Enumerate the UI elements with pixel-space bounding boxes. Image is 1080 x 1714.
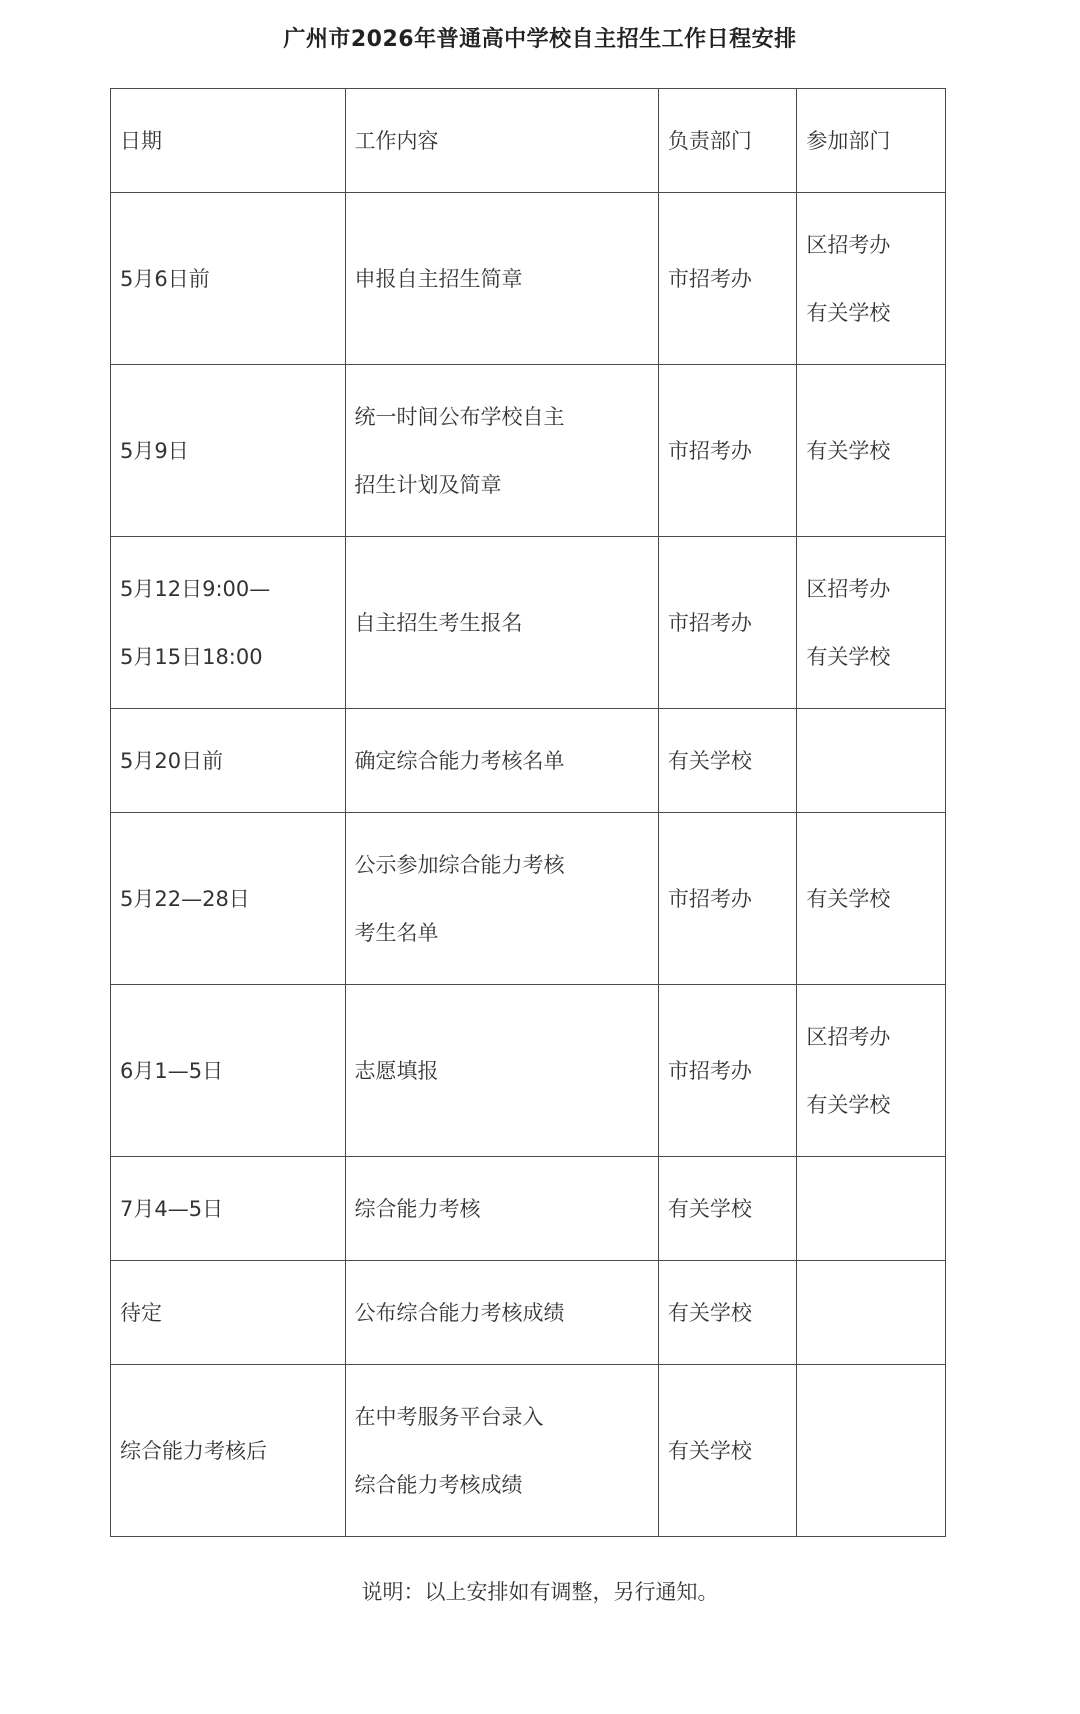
header-cell-responsible: 负责部门 (658, 89, 796, 193)
participants-cell (797, 193, 946, 365)
table-header-row (111, 89, 946, 193)
responsible-cell (658, 1365, 796, 1537)
date-cell (111, 1261, 346, 1365)
content-cell-line: 申报自主招生简章 (354, 266, 523, 291)
date-cell-line: 5月9日 (120, 438, 189, 463)
participants-cell (797, 709, 946, 813)
responsible-cell (658, 537, 796, 709)
participants-cell-line: 有关学校 (806, 438, 891, 463)
content-cell (345, 1157, 658, 1261)
content-cell-line: 在中考服务平台录入 (354, 1404, 544, 1429)
participants-cell-line: 区招考办 (806, 576, 891, 601)
participants-cell (797, 1365, 946, 1537)
content-cell-line: 考生名单 (354, 920, 439, 945)
responsible-cell (658, 709, 796, 813)
date-cell-line: 5月20日前 (120, 748, 224, 773)
date-cell (111, 193, 346, 365)
participants-cell (797, 985, 946, 1157)
content-cell-line: 确定综合能力考核名单 (354, 748, 565, 773)
responsible-cell-line: 市招考办 (667, 610, 752, 635)
table-row (111, 1365, 946, 1537)
table-row (111, 985, 946, 1157)
table-row (111, 1157, 946, 1261)
responsible-cell (658, 1157, 796, 1261)
content-cell-line: 自主招生考生报名 (354, 610, 523, 635)
participants-cell (797, 813, 946, 985)
date-cell-line: 5月22—28日 (120, 886, 250, 911)
table-row (111, 537, 946, 709)
content-cell-line: 志愿填报 (354, 1058, 439, 1083)
content-cell-line: 综合能力考核 (354, 1196, 481, 1221)
date-cell (111, 985, 346, 1157)
table-row (111, 193, 946, 365)
participants-cell (797, 365, 946, 537)
participants-cell (797, 537, 946, 709)
content-cell-line: 公示参加综合能力考核 (354, 852, 565, 877)
responsible-cell-line: 有关学校 (667, 1300, 752, 1325)
table-row (111, 365, 946, 537)
date-cell-line: 5月6日前 (120, 266, 210, 291)
date-cell-line: 7月4—5日 (120, 1196, 224, 1221)
date-cell (111, 1365, 346, 1537)
responsible-cell (658, 985, 796, 1157)
content-cell-line: 统一时间公布学校自主 (354, 404, 565, 429)
content-cell (345, 193, 658, 365)
responsible-cell-line: 市招考办 (667, 1058, 752, 1083)
participants-cell (797, 1261, 946, 1365)
responsible-cell (658, 1261, 796, 1365)
responsible-cell (658, 813, 796, 985)
header-cell-content: 工作内容 (345, 89, 658, 193)
date-cell (111, 709, 346, 813)
header-cell-participants: 参加部门 (797, 89, 946, 193)
content-cell-line: 公布综合能力考核成绩 (354, 1300, 565, 1325)
table-row (111, 813, 946, 985)
responsible-cell-line: 有关学校 (667, 1438, 752, 1463)
responsible-cell-line: 市招考办 (667, 438, 752, 463)
content-cell-line: 综合能力考核成绩 (354, 1472, 523, 1497)
content-cell-line: 招生计划及简章 (354, 472, 502, 497)
content-cell (345, 1261, 658, 1365)
content-cell (345, 985, 658, 1157)
content-cell (345, 365, 658, 537)
responsible-cell-line: 有关学校 (667, 1196, 752, 1221)
participants-cell-line: 区招考办 (806, 232, 891, 257)
table-row (111, 709, 946, 813)
content-cell (345, 709, 658, 813)
participants-cell-line: 有关学校 (806, 1092, 891, 1117)
responsible-cell-line: 市招考办 (667, 266, 752, 291)
date-cell (111, 813, 346, 985)
participants-cell-line: 有关学校 (806, 300, 891, 325)
table-row (111, 1261, 946, 1365)
date-cell (111, 1157, 346, 1261)
header-cell-date: 日期 (111, 89, 346, 193)
participants-cell-line: 有关学校 (806, 644, 891, 669)
responsible-cell-line: 有关学校 (667, 748, 752, 773)
content-cell (345, 813, 658, 985)
responsible-cell-line: 市招考办 (667, 886, 752, 911)
date-cell-line: 6月1—5日 (120, 1058, 224, 1083)
content-cell (345, 537, 658, 709)
schedule-table (110, 88, 946, 1537)
page-title: 广州市2026年普通高中学校自主招生工作日程安排 (283, 27, 797, 52)
participants-cell-line: 有关学校 (806, 886, 891, 911)
schedule-table-body (111, 89, 946, 1537)
date-cell (111, 365, 346, 537)
date-cell-line: 待定 (120, 1300, 162, 1325)
responsible-cell (658, 365, 796, 537)
date-cell (111, 537, 346, 709)
participants-cell (797, 1157, 946, 1261)
date-cell-line: 5月15日18:00 (120, 644, 263, 669)
date-cell-line: 5月12日9:00— (120, 576, 271, 601)
participants-cell-line: 区招考办 (806, 1024, 891, 1049)
content-cell (345, 1365, 658, 1537)
date-cell-line: 综合能力考核后 (120, 1438, 267, 1463)
responsible-cell (658, 193, 796, 365)
footnote: 说明：以上安排如有调整，另行通知。 (361, 1580, 719, 1604)
